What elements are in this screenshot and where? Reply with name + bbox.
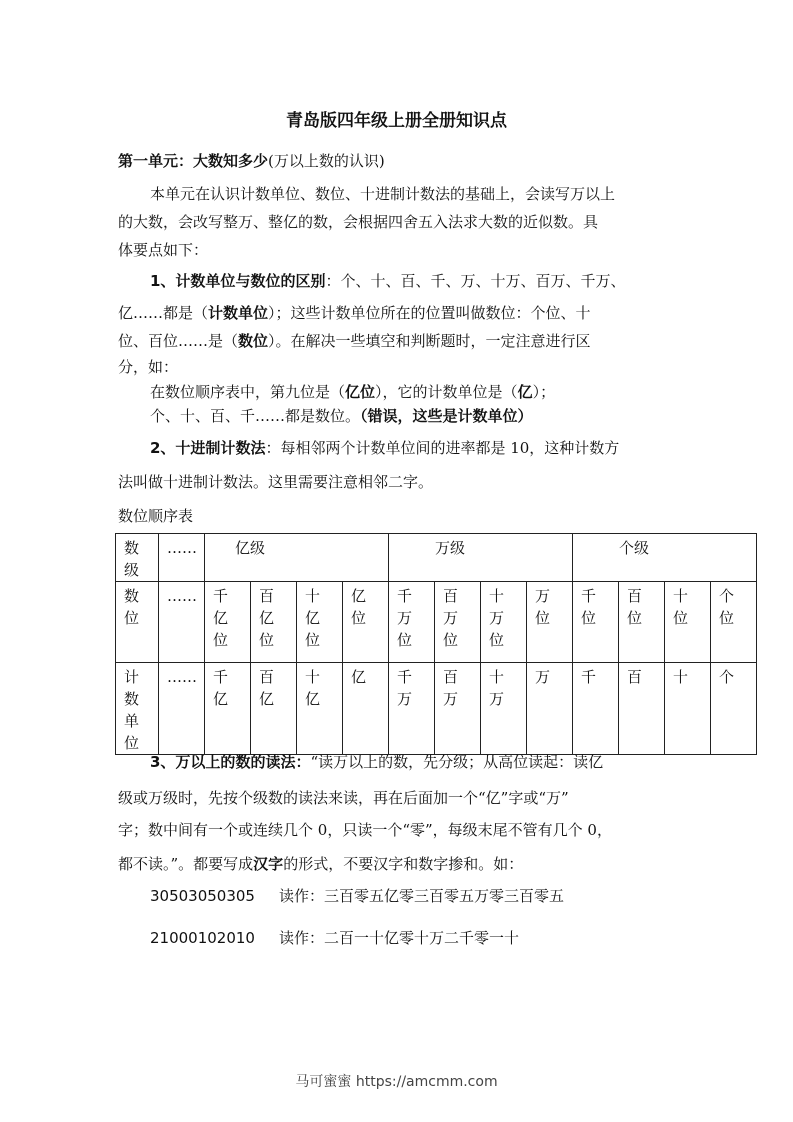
dots-cell: …… <box>159 582 205 663</box>
cell-char: 个 <box>719 587 735 605</box>
text-span: 个、十、百、千……都是数位。 <box>150 407 361 425</box>
cell-char: 单 <box>124 712 140 730</box>
text-span: ）； <box>532 383 556 401</box>
section-2-line-1 <box>150 437 619 458</box>
unit-cell <box>251 663 297 755</box>
cell-char: 位 <box>719 609 735 627</box>
cell-char: 万 <box>443 609 459 627</box>
text-span: ）。在解决一些填空和判断题时，一定注意进行区 <box>268 332 591 350</box>
place-cell <box>619 582 665 663</box>
bold-term: 亿位 <box>345 383 376 401</box>
cell-char: 位 <box>124 609 140 627</box>
section-1-line-3 <box>118 330 591 351</box>
cell-char: 位 <box>489 631 505 649</box>
cell-char: 位 <box>351 609 367 627</box>
example-number: 30503050305 <box>150 887 255 905</box>
cell-char: 位 <box>124 734 140 752</box>
section-1-line-2 <box>118 302 591 323</box>
cell-char: 万 <box>443 690 459 708</box>
section-2-line-2: 法叫做十进制计数法。这里需要注意相邻二字。 <box>118 473 434 491</box>
intro-line-1: 本单元在认识计数单位、数位、十进制计数法的基础上，会读写万以上 <box>150 185 616 203</box>
cell-char: 个 <box>719 668 735 686</box>
text-span: 都不读。”。都要写成 <box>118 855 254 873</box>
group-yi: 亿级 <box>205 534 389 582</box>
cell-char: 亿 <box>213 609 229 627</box>
cell-char: 级 <box>124 561 140 579</box>
place-cell <box>481 582 527 663</box>
place-cell <box>711 582 757 663</box>
cell-char: 十 <box>305 668 321 686</box>
cell-char: 位 <box>397 631 413 649</box>
cell-char: 十 <box>673 668 689 686</box>
cell-char: 亿 <box>305 690 321 708</box>
cell-char: 万 <box>397 609 413 627</box>
unit-cell <box>481 663 527 755</box>
cell-char: 数 <box>124 690 140 708</box>
unit-cell <box>435 663 481 755</box>
unit-cell <box>573 663 619 755</box>
cell-char: 位 <box>673 609 689 627</box>
section-3-text: “读万以上的数，先分级；从高位读起：读亿 <box>310 753 604 771</box>
cell-char: 百 <box>259 668 275 686</box>
place-cell <box>343 582 389 663</box>
text-span: ），它的计数单位是（ <box>375 383 518 401</box>
cell-char: 千 <box>213 668 229 686</box>
bold-term: 汉字 <box>253 855 284 873</box>
footer-watermark: 马可蜜蜜 https://amcmm.com <box>295 1074 498 1090</box>
document-title: 青岛版四年级上册全册知识点 <box>286 111 507 131</box>
place-value-table <box>115 533 757 755</box>
reading-example-1 <box>150 885 564 906</box>
cell-char: 千 <box>213 587 229 605</box>
cell-char: 数 <box>124 539 140 557</box>
unit-cell <box>297 663 343 755</box>
cell-char: 计 <box>124 668 140 686</box>
section-1-text: ：个、十、百、千、万、十万、百万、千万、 <box>325 272 626 290</box>
bold-term: 数位 <box>238 332 269 350</box>
dots-cell: …… <box>159 663 205 755</box>
cell-char: 亿 <box>351 668 367 686</box>
cell-char: 十 <box>673 587 689 605</box>
bold-term: 亿 <box>517 383 533 401</box>
cell-char: 位 <box>535 609 551 627</box>
cell-char: 十 <box>489 587 505 605</box>
unit-cell <box>389 663 435 755</box>
text-span: 在数位顺序表中，第九位是（ <box>150 383 346 401</box>
section-2-text: ：每相邻两个计数单位间的进率都是 10，这种计数方 <box>265 439 620 457</box>
row-header-level <box>116 534 159 582</box>
cell-char: 千 <box>581 587 597 605</box>
intro-line-2: 的大数，会改写整万、整亿的数，会根据四舍五入法求大数的近似数。具 <box>118 213 599 231</box>
example-2 <box>150 405 533 426</box>
unit-cell <box>619 663 665 755</box>
place-cell <box>665 582 711 663</box>
place-cell <box>435 582 481 663</box>
place-cell <box>251 582 297 663</box>
cell-char: 位 <box>305 631 321 649</box>
cell-char: 十 <box>305 587 321 605</box>
text-span: 的形式，不要汉字和数字掺和。如： <box>283 855 524 873</box>
cell-char: 千 <box>397 668 413 686</box>
dots-cell: …… <box>159 534 205 582</box>
text-span: 位、百位……是（ <box>118 332 239 350</box>
section-1-line-4: 分，如： <box>118 358 179 376</box>
group-ge: 个级 <box>573 534 757 582</box>
cell-char: 万 <box>535 587 551 605</box>
cell-char: 位 <box>259 631 275 649</box>
group-wan: 万级 <box>389 534 573 582</box>
section-3-line-3: 字；数中间有一个或连续几个 0，只读一个“零”，每级末尾不管有几个 0， <box>118 821 612 839</box>
intro-line-3: 体要点如下： <box>118 241 209 259</box>
cell-char: 亿 <box>259 690 275 708</box>
cell-char: 亿 <box>305 609 321 627</box>
unit1-heading <box>118 150 385 171</box>
cell-char: 万 <box>397 690 413 708</box>
section-3-line-1 <box>150 751 603 772</box>
text-span: ）；这些计数单位所在的位置叫做数位：个位、十 <box>268 304 591 322</box>
table-caption: 数位顺序表 <box>118 507 194 525</box>
unit-cell <box>343 663 389 755</box>
section-2-label: 2、十进制计数法 <box>150 439 266 457</box>
cell-char: 千 <box>581 668 597 686</box>
bold-term: （错误，这些是计数单位） <box>360 407 533 425</box>
row-header-place <box>116 582 159 663</box>
section-3-line-4 <box>118 853 523 874</box>
section-3-label: 3、万以上的数的读法： <box>150 753 311 771</box>
cell-char: 位 <box>213 631 229 649</box>
place-cell <box>389 582 435 663</box>
cell-char: 千 <box>397 587 413 605</box>
place-cell <box>573 582 619 663</box>
unit-cell <box>665 663 711 755</box>
cell-char: 位 <box>443 631 459 649</box>
example-number: 21000102010 <box>150 929 255 947</box>
cell-char: 百 <box>443 668 459 686</box>
example-reading: 读作：三百零五亿零三百零五万零三百零五 <box>278 887 564 905</box>
unit-cell <box>527 663 573 755</box>
text-span: 亿……都是（ <box>118 304 209 322</box>
cell-char: 百 <box>627 587 643 605</box>
row-header-unit <box>116 663 159 755</box>
unit1-heading-bold: 第一单元：大数知多少 <box>118 152 269 170</box>
cell-char: 数 <box>124 587 140 605</box>
cell-char: 位 <box>627 609 643 627</box>
cell-char: 十 <box>489 668 505 686</box>
unit-cell <box>205 663 251 755</box>
unit1-heading-rest: (万以上数的认识) <box>268 152 385 170</box>
cell-char: 亿 <box>351 587 367 605</box>
section-1-line-1 <box>150 270 625 291</box>
place-cell <box>297 582 343 663</box>
reading-example-2 <box>150 927 519 948</box>
cell-char: 百 <box>627 668 643 686</box>
cell-char: 亿 <box>259 609 275 627</box>
place-cell <box>205 582 251 663</box>
example-reading: 读作：二百一十亿零十万二千零一十 <box>278 929 519 947</box>
cell-char: 万 <box>489 690 505 708</box>
example-1 <box>150 381 555 402</box>
section-3-line-2: 级或万级时，先按个级数的读法来读，再在后面加一个“亿”字或“万” <box>118 789 569 807</box>
section-1-label: 1、计数单位与数位的区别 <box>150 272 326 290</box>
bold-term: 计数单位 <box>208 304 269 322</box>
place-cell <box>527 582 573 663</box>
cell-char: 百 <box>259 587 275 605</box>
cell-char: 万 <box>535 668 551 686</box>
unit-cell <box>711 663 757 755</box>
cell-char: 万 <box>489 609 505 627</box>
cell-char: 亿 <box>213 690 229 708</box>
cell-char: 位 <box>581 609 597 627</box>
cell-char: 百 <box>443 587 459 605</box>
